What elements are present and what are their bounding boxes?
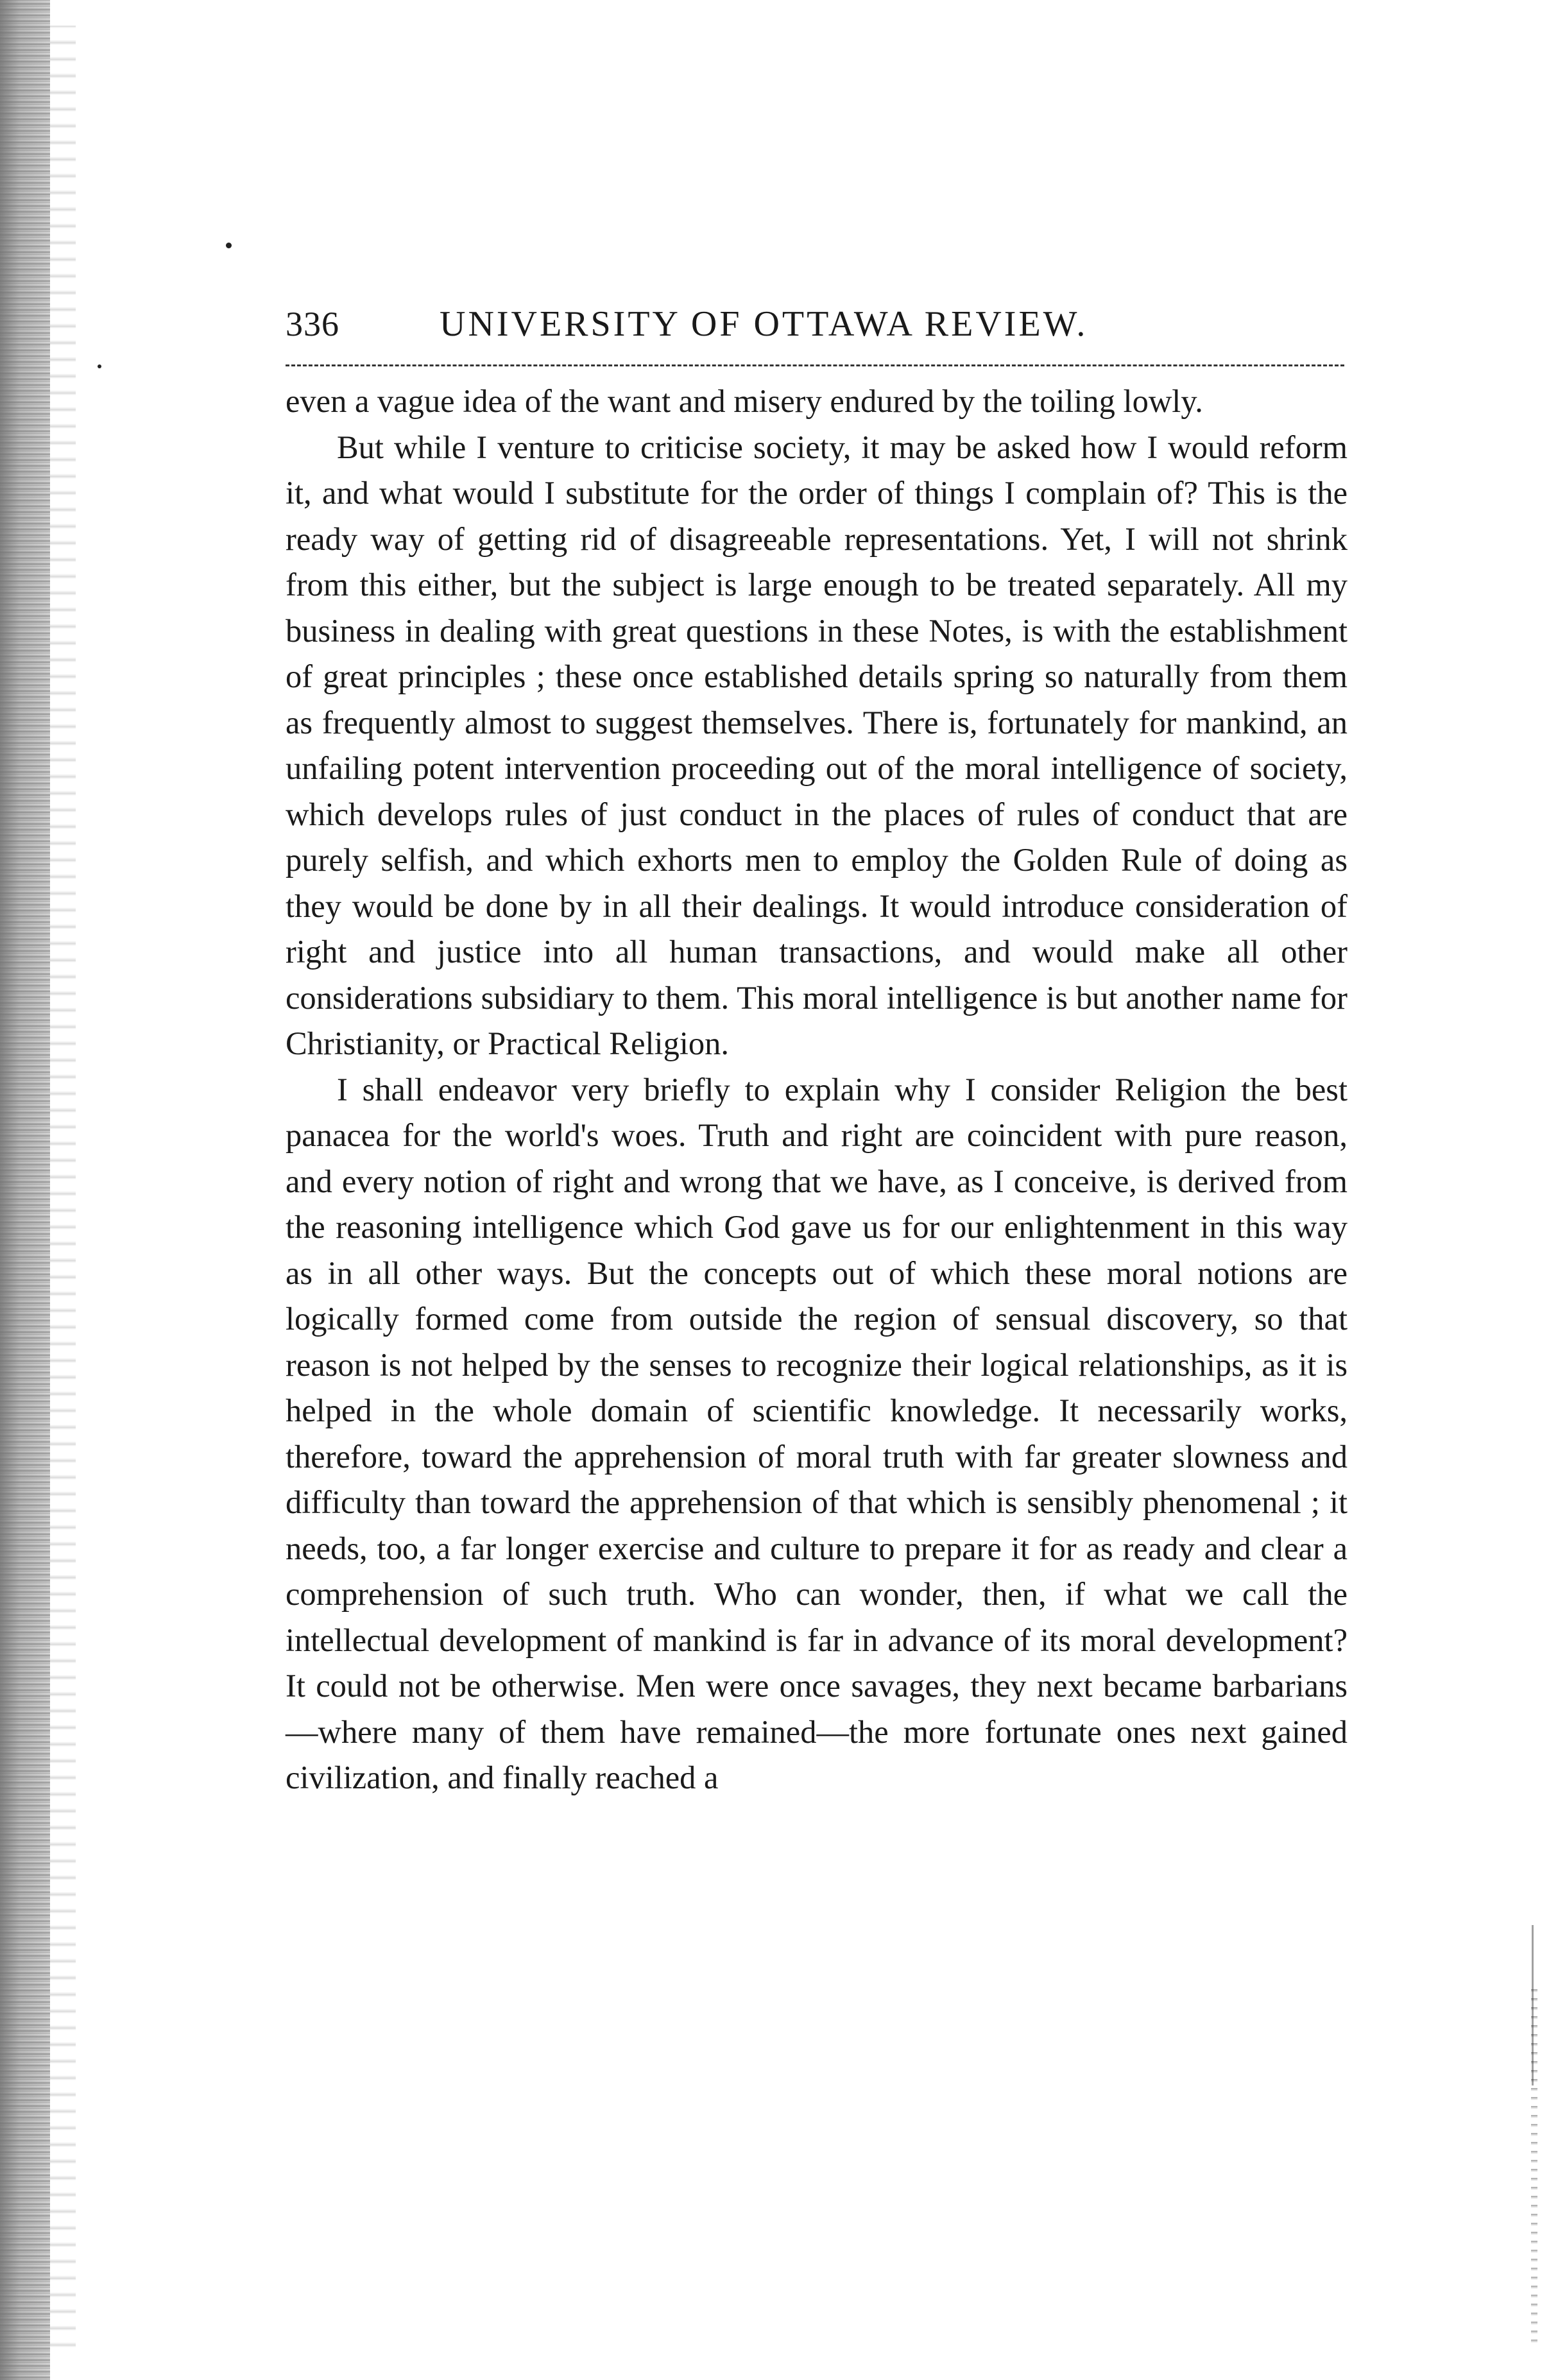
scan-speck <box>226 243 232 248</box>
running-head: UNIVERSITY OF OTTAWA REVIEW. <box>440 304 1088 344</box>
page-text <box>286 379 1348 1801</box>
page-header <box>286 292 1344 356</box>
page-number: 336 <box>286 305 339 343</box>
scan-speck <box>98 364 101 368</box>
paragraph: I shall endeavor very briefly to explain why I consider Religion the best panacea for the world's woes. Truth and right are coincident with pure reason, and every notion of right and wrong that we have, as I conceive, is derived from the reasoning intelligence which God gave us for our enlightenment in this way as in all other ways. But the concepts out of which these moral notions are logically formed come from outside the region of sensual discovery, so that reason is not helped by the senses to recognize their logical relationships, as it is helped in the whole domain of scientific knowledge. It necessarily works, therefore, toward the apprehension of moral truth with far greater slowness and difficulty than toward the apprehension of that which is sensibly phenomenal ; it needs, too, a far longer exercise and culture to prepare it for as ready and clear a comprehension of such truth. Who can wonder, then, if what we call the intellectual development of mankind is far in advance of its moral development? It could not be otherwise. Men were once savages, they next became barbarians—where many of them have remained—the more fortunate ones next gained civilization, and finally reached a <box>286 1071 1348 1795</box>
header-rule <box>286 364 1344 366</box>
scan-right-edge-noise <box>1531 1989 1537 2349</box>
paragraph: But while I venture to criticise society, it may be asked how I would reform it, and what would I substitute for the order of things I complain of? This is the ready way of getting rid of disagreeable representations. Yet, I will not shrink from this either, but the subject is large enough to be treated separately. All my business in dealing with great questions in these Notes, is with the establishment of great principles ; these once established details spring so naturally from them as frequently almost to suggest themselves. There is, fortunately for mankind, an unfailing potent intervention proceeding out of the moral intelligence of society, which develops rules of just conduct in the places of rules of conduct that are purely selfish, and which exhorts men to employ the Golden Rule of doing as they would be done by in all their dealings. It would introduce consideration of right and justice into all human transactions, and would make all other considerations subsidiary to them. This moral intelligence is but another name for Christianity, or Practical Religion. <box>286 429 1348 1061</box>
scan-binding-noise <box>50 26 76 2349</box>
paragraph-continuation: even a vague idea of the want and misery endured by the toiling lowly. <box>286 383 1203 419</box>
scan-binding-edge <box>0 0 50 2380</box>
